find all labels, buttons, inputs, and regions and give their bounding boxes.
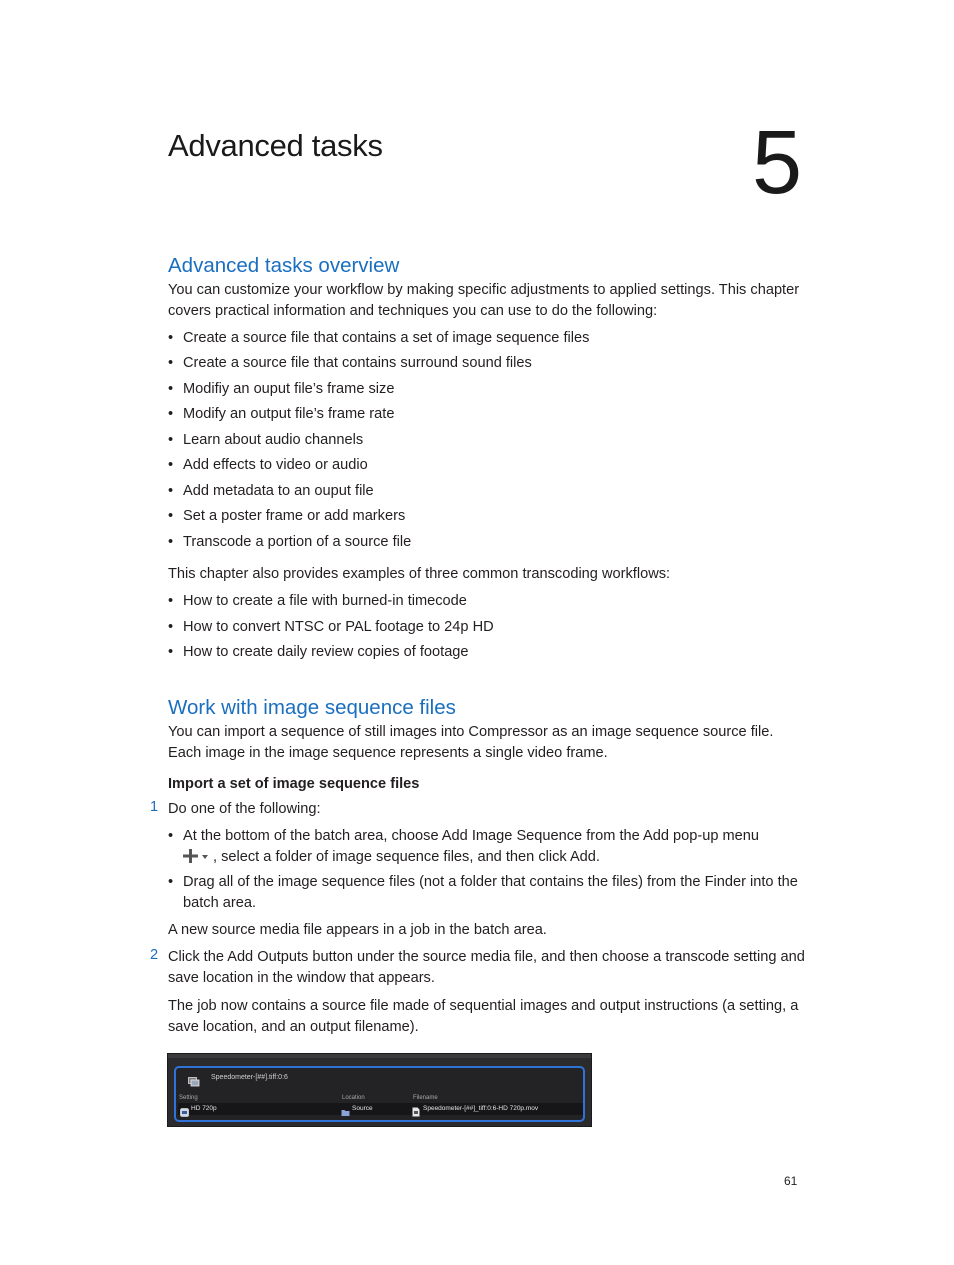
- list-item: • At the bottom of the batch area, choose Add Image Sequence from the Add pop-up menu , select a folder of image sequence files, and then click Add.: [168, 826, 808, 869]
- list-item: • How to create daily review copies of footage: [168, 644, 469, 660]
- divider: [168, 1054, 591, 1058]
- batch-area-screenshot: [167, 1053, 592, 1127]
- overview-intro: You can customize your workflow by making specific adjustments to applied settings. This chapter covers practical information and techniques you can use to do the following:: [168, 282, 800, 319]
- column-header-location: Location: [342, 1095, 365, 1101]
- folder-icon: [341, 1104, 350, 1122]
- job-name: Speedometer-[##].tiff:0:6: [211, 1074, 288, 1081]
- location-value: Source: [352, 1105, 373, 1112]
- chapter-title: Advanced tasks: [168, 128, 383, 163]
- section-heading-image-sequence: Work with image sequence files: [168, 696, 456, 719]
- column-header-filename: Filename: [413, 1095, 438, 1101]
- add-popup-icon: [183, 849, 211, 870]
- list-item: • Modify an output file’s frame rate: [168, 406, 395, 422]
- list-item: • Set a poster frame or add markers: [168, 508, 406, 524]
- list-item: • Create a source file that contains surround sound files: [168, 355, 532, 371]
- step-text: Do one of the following:: [168, 801, 321, 817]
- step-bullet-text: At the bottom of the batch area, choose Add Image Sequence from the Add pop-up menu: [183, 828, 760, 844]
- step-number: 1: [150, 799, 159, 815]
- workflows-intro: This chapter also provides examples of three common transcoding workflows:: [168, 566, 671, 582]
- table-row: [178, 1103, 583, 1115]
- step-result: A new source media file appears in a job in the batch area.: [168, 922, 547, 938]
- list-item: • How to create a file with burned-in timecode: [168, 593, 467, 609]
- list-item: • Drag all of the image sequence files (not a folder that contains the files) from the Finder into the batch area.: [168, 874, 798, 911]
- page-number: 61: [784, 1174, 798, 1188]
- image-sequence-icon: [188, 1074, 200, 1092]
- job-panel: [174, 1066, 585, 1122]
- image-sequence-intro: You can import a sequence of still images into Compressor as an image sequence source file. Each image in the image sequence represents a single video frame.: [168, 724, 774, 761]
- column-header-setting: Setting: [179, 1095, 198, 1101]
- list-item: • Add effects to video or audio: [168, 457, 368, 473]
- step-bullet-text: , select a folder of image sequence files, and then click Add.: [213, 848, 600, 865]
- filename-value: Speedometer-[##]_tiff:0:6-HD 720p.mov: [423, 1105, 539, 1112]
- step-result: The job now contains a source file made of sequential images and output instructions (a setting, a save location, and an output filename).: [168, 998, 799, 1035]
- list-item: • Transcode a portion of a source file: [168, 534, 412, 550]
- movie-file-icon: [412, 1104, 420, 1122]
- step-text: Click the Add Outputs button under the source media file, and then choose a transcode setting and save location in the window that appears.: [168, 949, 805, 986]
- section-heading-overview: Advanced tasks overview: [168, 254, 400, 277]
- step-number: 2: [150, 947, 159, 963]
- list-item: • Learn about audio channels: [168, 432, 364, 448]
- chapter-number: 5: [752, 113, 803, 213]
- list-item: • Modifiy an ouput file’s frame size: [168, 381, 395, 397]
- setting-icon: [180, 1104, 189, 1122]
- list-item: • Add metadata to an ouput file: [168, 483, 374, 499]
- task-heading: Import a set of image sequence files: [168, 776, 420, 792]
- list-item: • Create a source file that contains a set of image sequence files: [168, 330, 590, 346]
- list-item: • How to convert NTSC or PAL footage to 24p HD: [168, 619, 494, 635]
- setting-value: HD 720p: [191, 1105, 217, 1112]
